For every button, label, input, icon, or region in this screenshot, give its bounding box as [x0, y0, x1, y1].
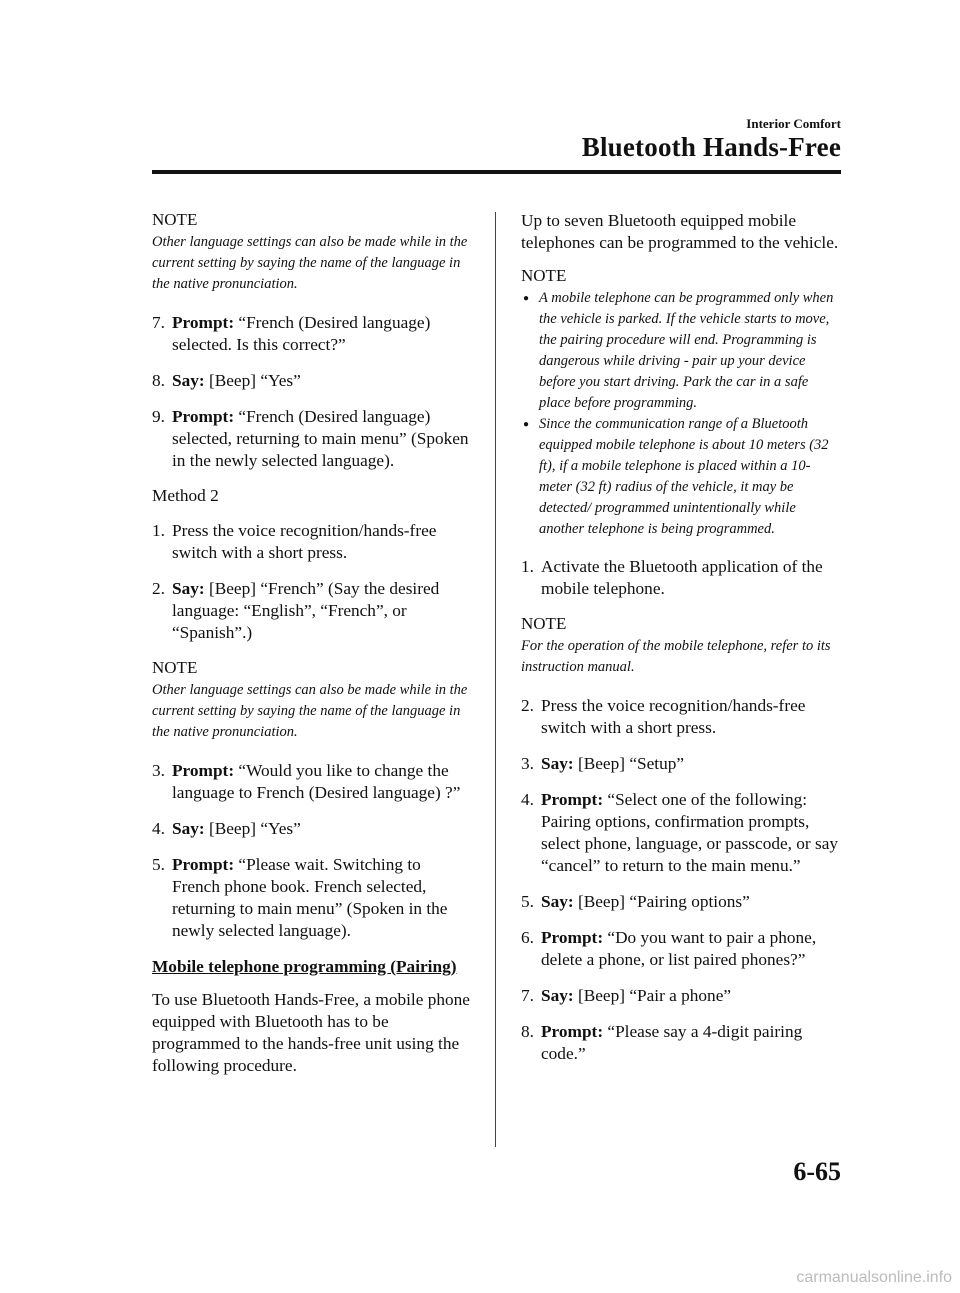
step-text: [Beep] “Yes”: [204, 819, 301, 838]
body-paragraph: To use Bluetooth Hands-Free, a mobile phone equipped with Bluetooth has to be programmed to the hands-free unit using the following procedure.: [152, 990, 470, 1075]
step-text: Press the voice recognition/hands-free switch with a short press.: [541, 696, 806, 737]
step-item: [521, 927, 841, 971]
header-rule: [152, 170, 841, 174]
page-title: Bluetooth Hands-Free: [581, 132, 841, 162]
step-number: 4.: [521, 790, 534, 809]
bullet-icon: ●: [523, 419, 530, 430]
step-number: 4.: [152, 819, 165, 838]
step-item: [521, 985, 841, 1007]
step-item: [521, 753, 841, 775]
step-number: 3.: [152, 761, 165, 780]
step-text: Press the voice recognition/hands-free switch with a short press.: [172, 521, 437, 562]
step-text: [Beep] “Pair a phone”: [573, 986, 732, 1005]
step-text: “Would you like to change the language to French (Desired language) ?”: [172, 761, 461, 802]
step-item: [152, 312, 472, 356]
page-number: 6-65: [793, 1157, 841, 1186]
section-subheading: Mobile telephone programming (Pairing): [152, 957, 457, 976]
step-item: [521, 891, 841, 913]
step-item: [521, 556, 841, 600]
step-text: “Please wait. Switching to French phone book. French selected, returning to main menu” (Spoken in the newly selected language).: [172, 855, 448, 940]
note-label: NOTE: [521, 266, 567, 285]
note-bullet-item: [521, 414, 841, 540]
step-keyword: Prompt:: [172, 313, 235, 332]
step-keyword: Prompt:: [541, 790, 604, 809]
step-number: 6.: [521, 928, 534, 947]
step-text: “Please say a 4-digit pairing code.”: [541, 1022, 803, 1063]
step-text: “Select one of the following: Pairing options, confirmation prompts, select phone, language, or passcode, or say “cancel” to return to the main menu.”: [541, 790, 839, 875]
step-keyword: Say:: [541, 986, 574, 1005]
left-column: [152, 210, 472, 1089]
step-text: “Do you want to pair a phone, delete a phone, or list paired phones?”: [541, 928, 817, 969]
bullet-icon: ●: [523, 293, 530, 304]
step-list: [152, 520, 472, 644]
note-text: Other language settings can also be made while in the current setting by saying the name of the language in the native pronunciation.: [152, 682, 468, 740]
step-list: [152, 760, 472, 942]
step-item: [521, 1021, 841, 1065]
step-text: [Beep] “Yes”: [204, 371, 301, 390]
step-number: 7.: [152, 313, 165, 332]
note-text: For the operation of the mobile telephone, refer to its instruction manual.: [521, 638, 831, 675]
step-keyword: Prompt:: [172, 761, 235, 780]
header-section-label: Interior Comfort: [746, 116, 841, 131]
step-number: 8.: [152, 371, 165, 390]
step-item: [152, 406, 472, 472]
step-text: “French (Desired language) selected, returning to main menu” (Spoken in the newly selected language).: [172, 407, 469, 470]
step-number: 2.: [152, 579, 165, 598]
step-keyword: Prompt:: [541, 928, 604, 947]
watermark: carmanualsonline.info: [796, 1269, 952, 1286]
step-keyword: Prompt:: [172, 855, 235, 874]
step-item: [521, 789, 841, 877]
step-text: “French (Desired language) selected. Is this correct?”: [172, 313, 431, 354]
step-keyword: Prompt:: [541, 1022, 604, 1041]
step-list: [521, 556, 841, 600]
method-heading: Method 2: [152, 486, 219, 505]
step-number: 5.: [521, 892, 534, 911]
intro-paragraph: Up to seven Bluetooth equipped mobile telephones can be programmed to the vehicle.: [521, 211, 839, 252]
note-label: NOTE: [152, 210, 198, 229]
step-keyword: Say:: [541, 754, 574, 773]
step-number: 5.: [152, 855, 165, 874]
step-number: 3.: [521, 754, 534, 773]
step-number: 7.: [521, 986, 534, 1005]
step-keyword: Say:: [172, 819, 205, 838]
step-item: [152, 854, 472, 942]
step-text: [Beep] “French” (Say the desired language: “English”, “French”, or “Spanish”.): [172, 579, 440, 642]
step-item: [152, 520, 472, 564]
step-item: [521, 695, 841, 739]
right-column: [521, 210, 841, 1079]
note-label: NOTE: [152, 658, 198, 677]
note-bullet-text: A mobile telephone can be programmed only when the vehicle is parked. If the vehicle starts to move, the pairing procedure will end. Programming is dangerous while driving - pair up your device before you start driving. Park the car in a safe place before programming.: [539, 290, 834, 411]
column-divider: [495, 212, 496, 1147]
note-text: Other language settings can also be made while in the current setting by saying the name of the language in the native pronunciation.: [152, 234, 468, 292]
step-keyword: Say:: [172, 371, 205, 390]
step-number: 8.: [521, 1022, 534, 1041]
step-number: 2.: [521, 696, 534, 715]
step-list: [521, 695, 841, 1065]
step-item: [152, 818, 472, 840]
step-text: Activate the Bluetooth application of the mobile telephone.: [541, 557, 823, 598]
step-item: [152, 370, 472, 392]
step-list: [152, 312, 472, 472]
step-item: [152, 760, 472, 804]
step-text: [Beep] “Pairing options”: [573, 892, 750, 911]
step-keyword: Prompt:: [172, 407, 235, 426]
step-text: [Beep] “Setup”: [573, 754, 685, 773]
step-number: 1.: [521, 557, 534, 576]
note-bullet-list: [521, 288, 841, 540]
step-number: 1.: [152, 521, 165, 540]
note-bullet-item: [521, 288, 841, 414]
step-keyword: Say:: [172, 579, 205, 598]
step-item: [152, 578, 472, 644]
note-bullet-text: Since the communication range of a Bluetooth equipped mobile telephone is about 10 meters (32 ft), if a mobile telephone is placed within a 10-meter (32 ft) radius of the vehicle, it may be detected/ programmed unintentionally while another telephone is being programmed.: [539, 416, 829, 537]
step-keyword: Say:: [541, 892, 574, 911]
step-number: 9.: [152, 407, 165, 426]
note-label: NOTE: [521, 614, 567, 633]
